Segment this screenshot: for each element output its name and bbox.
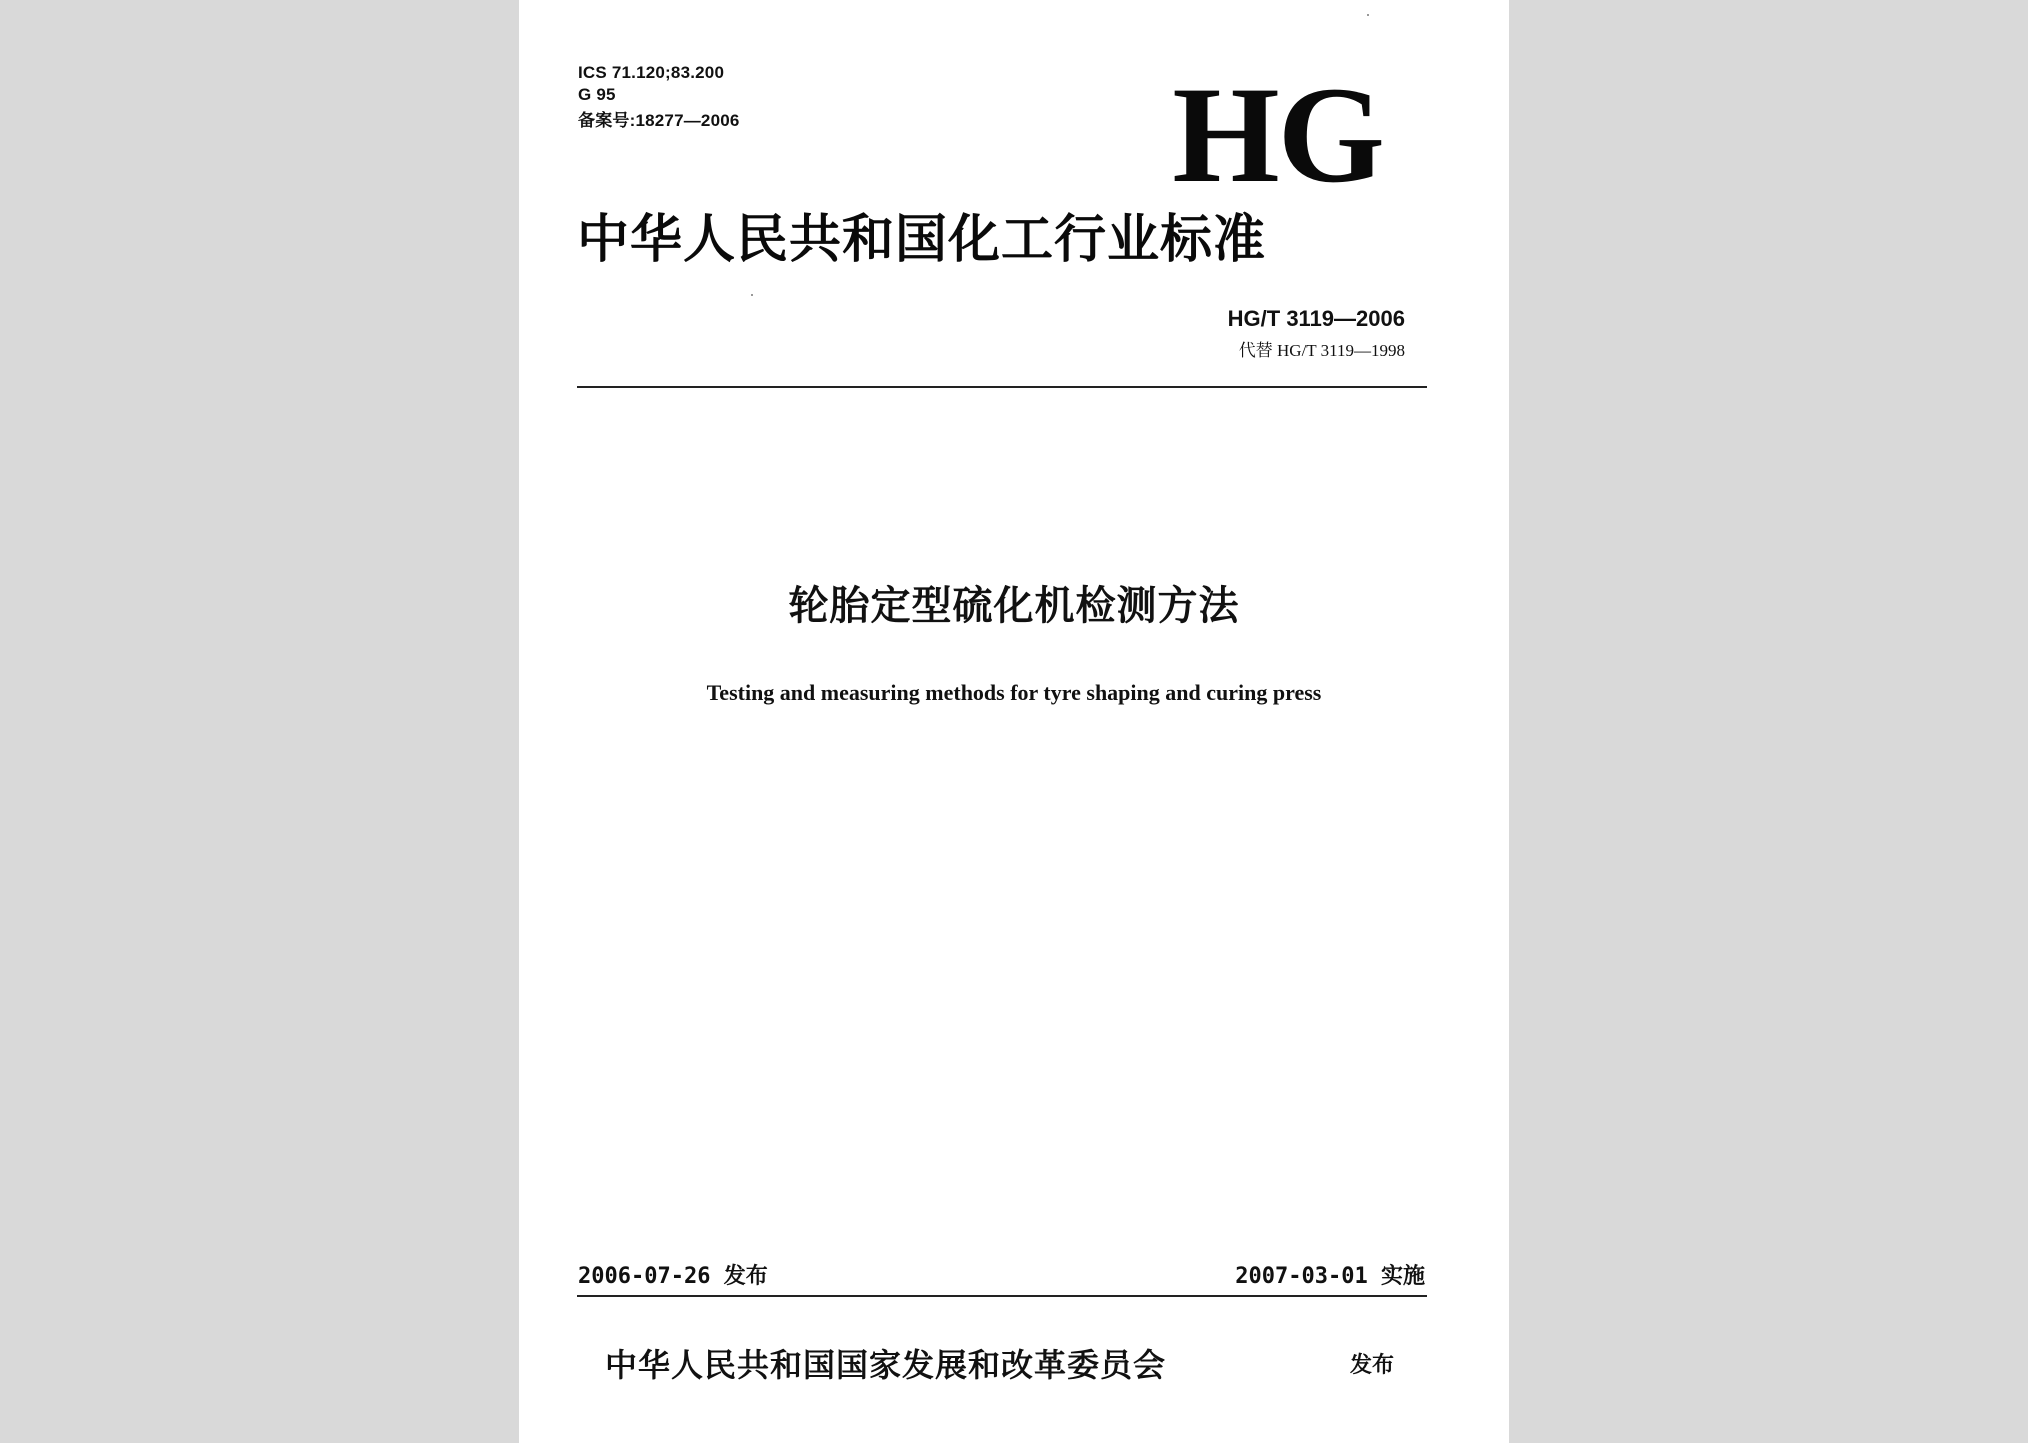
record-number: 备案号:18277—2006	[578, 111, 740, 130]
issuer-action: 发布	[1350, 1353, 1395, 1378]
standard-number: HG/T 3119—2006	[1227, 306, 1405, 331]
document-title-zh: 轮胎定型硫化机检测方法	[788, 583, 1240, 629]
ics-code: ICS 71.120;83.200	[578, 63, 725, 82]
document-page	[519, 0, 1509, 1443]
implementation-date: 2007-03-01 实施	[1235, 1264, 1425, 1289]
issuer-name: 中华人民共和国国家发展和改革委员会	[605, 1346, 1167, 1384]
hg-logo: HG	[1172, 58, 1383, 211]
replaces-standard: 代替 HG/T 3119—1998	[1238, 341, 1405, 360]
document-title-en: Testing and measuring methods for tyre shaping and curing press	[706, 680, 1322, 705]
scan-speck	[1367, 14, 1369, 16]
top-divider	[577, 386, 1427, 388]
bottom-divider	[577, 1295, 1427, 1297]
ccs-code: G 95	[578, 85, 616, 104]
issue-date: 2006-07-26 发布	[578, 1264, 768, 1289]
scan-speck	[751, 294, 753, 296]
standard-category-title: 中华人民共和国化工行业标准	[577, 210, 1267, 270]
